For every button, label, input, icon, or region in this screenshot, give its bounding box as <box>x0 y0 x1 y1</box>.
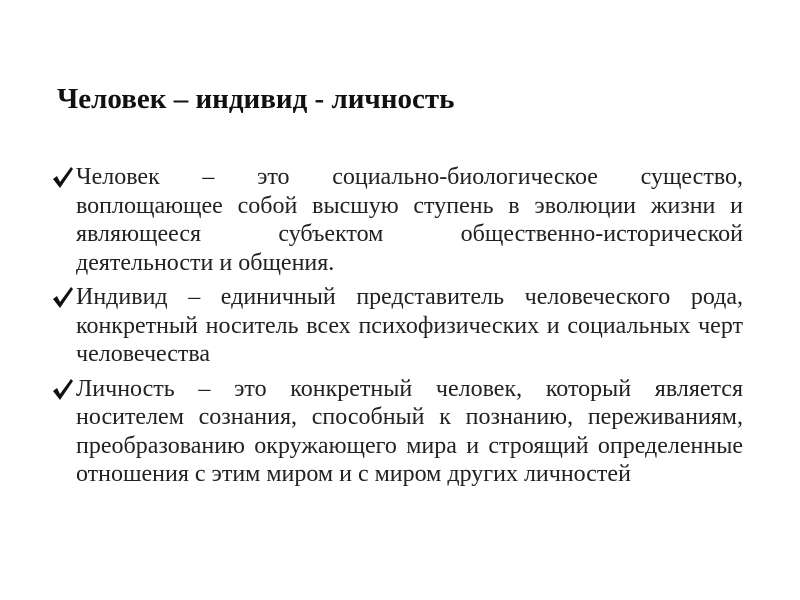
slide-title: Человек – индивид - личность <box>57 83 455 115</box>
bullet-text: Человек – это социально-биологическое существо, воплощающее собой высшую ступень в эволюции жизни и являющееся субъектом общественно-исторической деятельности и общения. <box>76 164 743 276</box>
checkmark-icon <box>51 283 75 311</box>
bullet-text: Индивид – единичный представитель человеческого рода, конкретный носитель всех психофизических и социальных черт человечества <box>76 284 743 367</box>
checkmark-icon <box>51 375 75 403</box>
bullet-item <box>51 163 743 277</box>
bullet-item <box>51 283 743 369</box>
bullet-text: Личность – это конкретный человек, который является носителем сознания, способный к познанию, переживаниям, преобразованию окружающего мира и строящий определенные отношения с этим миром и с миром других личностей <box>76 375 743 487</box>
checkmark-icon <box>51 163 75 191</box>
bullet-item <box>51 375 743 489</box>
bullet-list <box>51 163 743 495</box>
